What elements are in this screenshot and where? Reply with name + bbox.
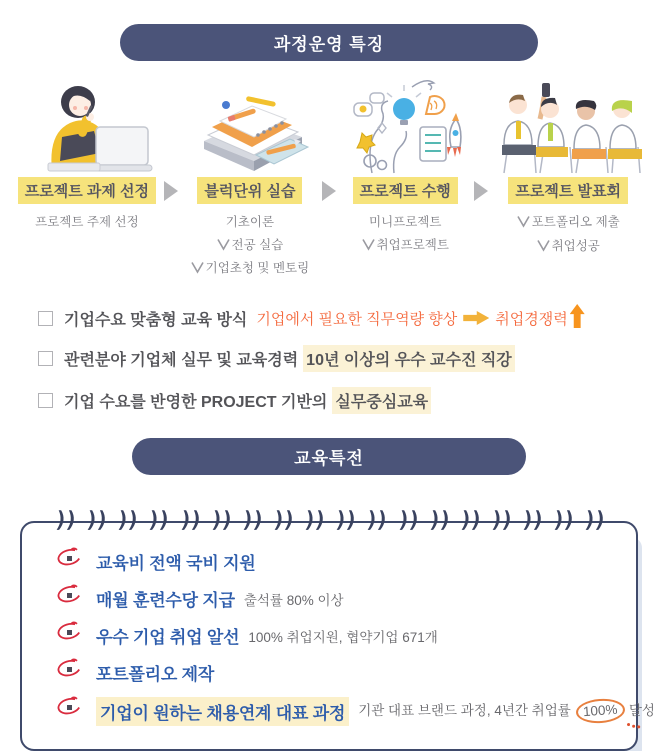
spiral-ring-icon [426,508,450,538]
step-project-presentation [492,73,644,258]
red-circle-bullet-icon [56,586,83,612]
step-item: 기초이론 [225,215,275,229]
step-item-list [35,211,139,234]
benefit-title: 우수 기업 취업 알선 [96,628,240,647]
checklist-row [38,307,658,330]
checklist-row [38,387,658,414]
spiral-ring-icon [208,508,232,538]
benefit-title: 교육비 전액 국비 지원 [96,554,256,573]
step-project-execution [340,73,470,257]
red-circle-bullet-icon [56,698,83,724]
spiral-ring-icon [239,508,263,538]
checklist-accent-text: 기업에서 필요한 직무역량 향상 [256,310,458,328]
checklist-row [38,345,658,372]
circled-100-percent: 100% [575,697,625,724]
step-item: 전공 실습 [191,234,310,258]
up-arrow-icon [570,304,585,328]
check-icon [362,235,375,258]
check-icon [517,212,530,235]
benefits-section-badge [132,438,526,475]
red-circle-bullet-icon [56,660,83,686]
spiral-ring-icon [177,508,201,538]
spiral-ring-icon [364,508,388,538]
benefit-row [56,623,616,649]
spiral-ring-icon [582,508,606,538]
checklist-main-text: 기업 수요를 반영한 PROJECT 기반의 [64,393,328,411]
red-circle-bullet-icon [56,623,83,649]
checklist-main-text: 관련분야 기업체 실무 및 교육경력 [64,351,299,369]
checklist-highlight-text: 10년 이상의 우수 교수진 직강 [303,345,515,372]
step-arrow-icon [474,181,488,201]
step-project-selection [14,73,160,234]
benefit-note: 기관 대표 브랜드 과정, 4년간 취업률 100% 달성 [358,699,655,723]
books-and-stationery-illustration [186,73,314,175]
spiral-ring-icon [395,508,419,538]
step-arrow-icon [322,181,336,201]
red-circle-bullet-icon [56,549,83,575]
step-item: 미니프로젝트 [369,215,442,229]
spiral-binding [54,508,604,538]
spiral-ring-icon [146,508,170,538]
step-title: 블럭단위 실습 [197,177,302,204]
spiral-ring-icon [457,508,481,538]
spiral-ring-icon [520,508,544,538]
step-item-list [191,211,310,281]
step-block-practice [182,73,318,281]
spiral-ring-icon [115,508,139,538]
checklist-accent-text: 취업경쟁력 [495,310,568,328]
right-arrow-icon [463,311,489,325]
benefits-notebook [20,521,655,751]
benefit-row [56,697,655,726]
checkbox-icon [38,393,53,408]
benefits-badge-label: 교육특전 [294,448,364,468]
step-item-list [517,211,620,258]
step-title: 프로젝트 발표회 [508,177,628,204]
spiral-ring-icon [551,508,575,538]
audience-raising-hand-illustration [494,73,642,175]
features-badge-label: 과정운영 특징 [273,35,385,54]
woman-with-laptop-illustration [22,73,152,175]
checklist-main-text: 기업수요 맞춤형 교육 방식 [64,311,248,329]
benefits-box [20,521,655,751]
step-item: 취업프로젝트 [362,234,449,258]
check-icon [191,258,204,281]
step-item: 포트폴리오 제출 [517,211,620,235]
benefit-title: 기업이 원하는 채용연계 대표 과정 [96,697,349,726]
course-infographic-page [0,24,658,723]
benefit-note: 100% 취업지원, 협약기업 671개 [248,629,438,645]
check-icon [217,235,230,258]
step-item-list [362,211,449,257]
step-item: 기업초청 및 멘토링 [191,257,310,281]
process-steps-row [0,73,658,281]
feature-checklist [38,307,658,414]
checkbox-icon [38,311,53,326]
step-title: 프로젝트 과제 선정 [18,177,156,204]
step-item: 프로젝트 주제 선정 [35,215,139,229]
benefit-note: 출석률 80% 이상 [243,592,344,608]
benefit-row [56,549,616,575]
benefit-title: 포트폴리오 제작 [96,665,215,684]
spiral-ring-icon [333,508,357,538]
spiral-ring-icon [84,508,108,538]
features-section-badge [120,24,538,61]
step-arrow-icon [164,181,178,201]
checkbox-icon [38,351,53,366]
spiral-ring-icon [488,508,512,538]
spiral-ring-icon [302,508,326,538]
check-icon [537,236,550,259]
benefit-title: 매월 훈련수당 지급 [96,591,235,610]
checklist-highlight-text: 실무중심교육 [332,387,431,414]
creative-thinking-illustration [342,73,468,175]
step-title: 프로젝트 수행 [353,177,458,204]
step-item: 취업성공 [517,235,620,259]
benefit-row [56,660,616,686]
spiral-ring-icon [270,508,294,538]
benefit-row [56,586,616,612]
spiral-ring-icon [52,508,76,538]
